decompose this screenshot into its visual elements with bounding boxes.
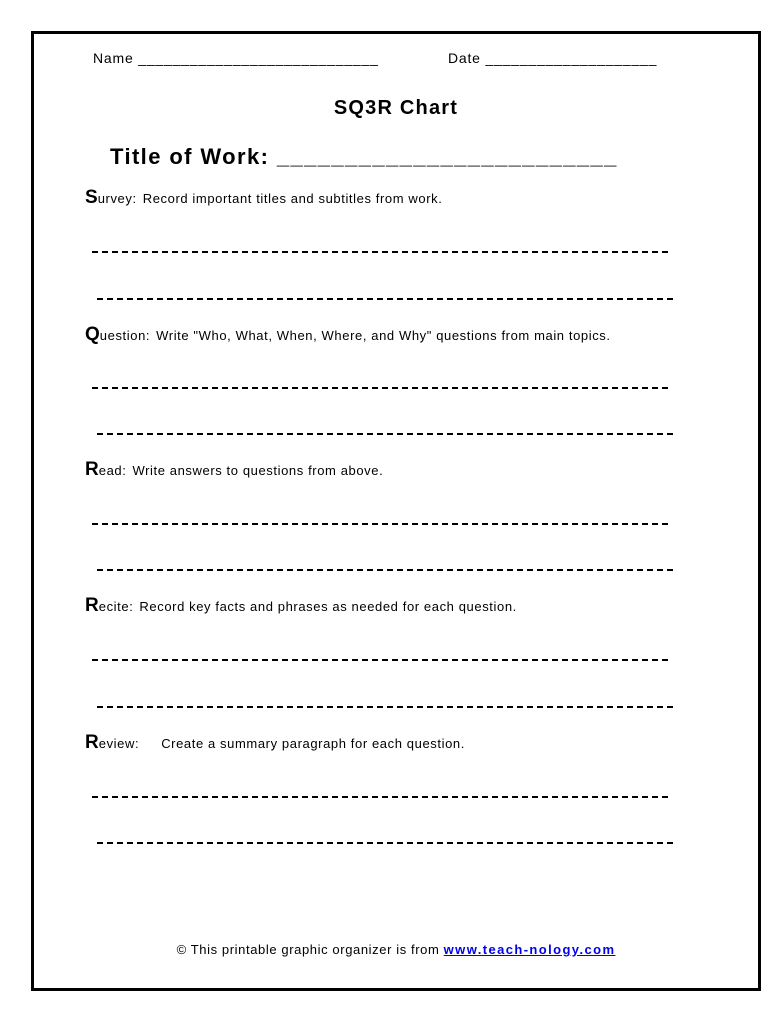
section-word: ead: xyxy=(98,463,127,478)
section-initial: R xyxy=(85,459,99,480)
section-instruction: Create a summary paragraph for each question. xyxy=(161,736,465,751)
section-initial: S xyxy=(85,187,98,208)
section-instruction: Record key facts and phrases as needed for each question. xyxy=(139,599,517,614)
read-section-label xyxy=(85,459,383,481)
footer xyxy=(34,942,758,957)
section-instruction: Record important titles and subtitles from work. xyxy=(142,191,443,206)
recite-answer-line-2[interactable] xyxy=(97,706,673,708)
question-answer-line-2[interactable] xyxy=(97,433,673,435)
section-initial: R xyxy=(85,732,99,753)
survey-answer-line-1[interactable] xyxy=(92,251,668,253)
name-blank: ____________________________ xyxy=(138,50,379,66)
question-answer-line-1[interactable] xyxy=(92,387,668,389)
date-field[interactable] xyxy=(448,50,657,66)
date-label: Date xyxy=(448,50,481,66)
section-instruction: Write "Who, What, When, Where, and Why" questions from main topics. xyxy=(156,328,611,343)
section-initial: Q xyxy=(85,324,100,345)
review-answer-line-2[interactable] xyxy=(97,842,673,844)
title-of-work-label: Title of Work: xyxy=(110,144,270,169)
section-word: eview: xyxy=(98,736,140,751)
recite-answer-line-1[interactable] xyxy=(92,659,668,661)
section-instruction: Write answers to questions from above. xyxy=(132,463,384,478)
worksheet-page xyxy=(31,31,761,991)
section-word: ecite: xyxy=(98,599,134,614)
title-of-work-blank: _________________________ xyxy=(276,144,618,169)
chart-title: SQ3R Chart xyxy=(333,97,459,119)
section-word: uestion: xyxy=(99,328,151,343)
name-field[interactable] xyxy=(93,50,379,66)
section-initial: R xyxy=(85,595,99,616)
recite-section-label xyxy=(85,595,517,617)
read-answer-line-2[interactable] xyxy=(97,569,673,571)
survey-answer-line-2[interactable] xyxy=(97,298,673,300)
survey-section-label xyxy=(85,187,442,209)
review-answer-line-1[interactable] xyxy=(92,796,668,798)
read-answer-line-1[interactable] xyxy=(92,523,668,525)
name-label: Name xyxy=(93,50,134,66)
teach-nology-link[interactable]: www.teach-nology.com xyxy=(443,942,616,957)
title-of-work-field[interactable] xyxy=(110,144,618,170)
date-blank: ____________________ xyxy=(485,50,658,66)
question-section-label xyxy=(85,324,611,346)
review-section-label xyxy=(85,732,465,754)
footer-text: © This printable graphic organizer is from xyxy=(176,942,440,957)
section-word: urvey: xyxy=(97,191,137,206)
